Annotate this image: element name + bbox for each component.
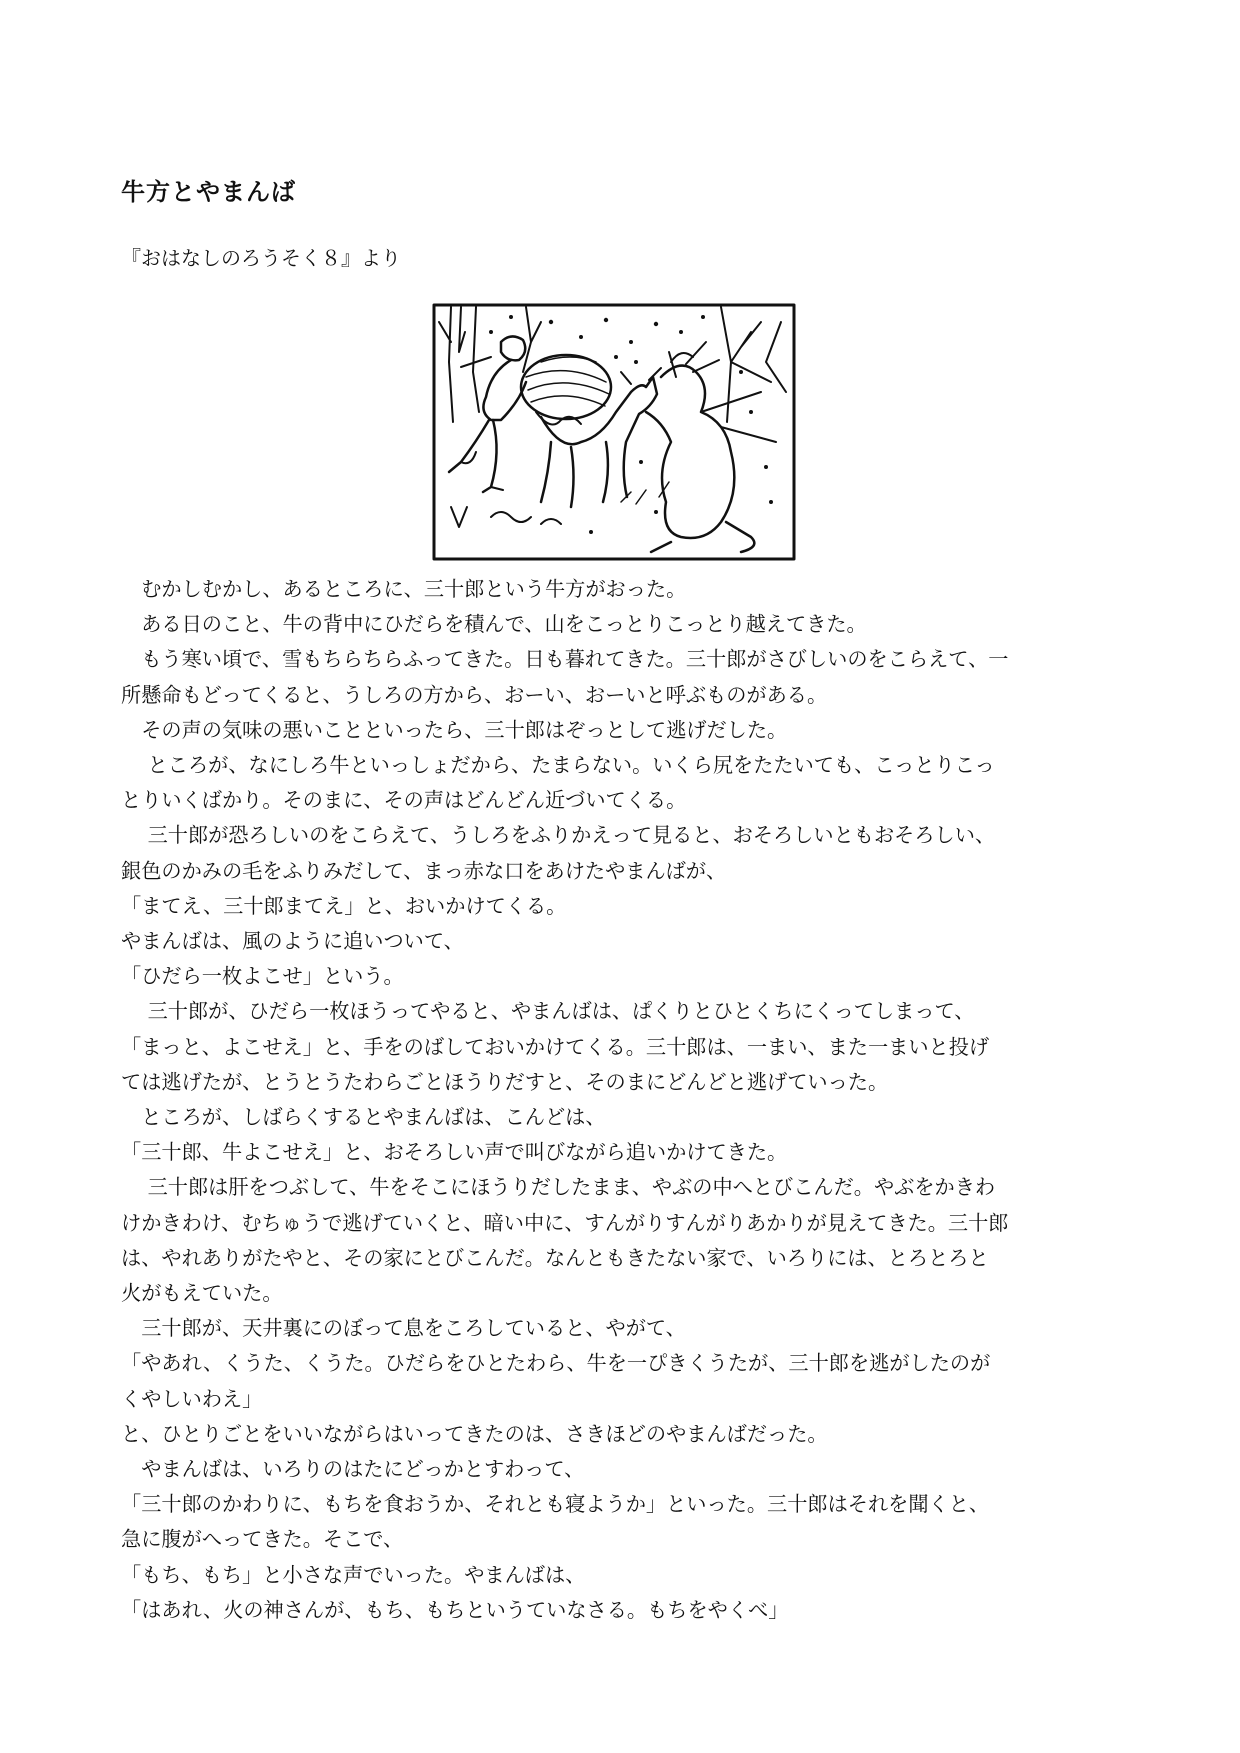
story-line-11: やまんばは、風のように追いついて、 [121, 929, 464, 954]
story-line-25: と、ひとりごとをいいながらはいってきたのは、さきほどのやまんばだった。 [121, 1421, 828, 1446]
source-citation: 『おはなしのろうそく８』より [121, 246, 401, 270]
story-line-19: けかきわけ、むちゅうで逃げていくと、暗い中に、すんがりすんがりあかりが見えてきた。三十郎 [121, 1210, 1009, 1235]
story-line-4: 所懸命もどってくると、うしろの方から、おーい、おーいと呼ぶものがある。 [121, 682, 828, 707]
story-line-18: 三十郎は肝をつぶして、牛をそこにほうりだしたまま、やぶの中へとびこんだ。やぶをかきわ [121, 1175, 996, 1200]
story-line-8: 三十郎が恐ろしいのをこらえて、うしろをふりかえって見ると、おそろしいともおそろしい、 [121, 823, 996, 848]
story-line-7: とりいくばかり。そのまに、その声はどんどん近づいてくる。 [121, 788, 687, 813]
story-line-2: ある日のこと、牛の背中にひだらを積んで、山をこっとりこっとり越えてきた。 [121, 612, 867, 637]
story-line-3: もう寒い頃で、雪もちらちらふってきた。日も暮れてきた。三十郎がさびしいのをこらえて、一 [121, 647, 1009, 672]
story-line-10: 「まてえ、三十郎まてえ」と、おいかけてくる。 [121, 893, 567, 918]
story-line-15: ては逃げたが、とうとうたわらごとほうりだすと、そのまにどんどと逃げていった。 [121, 1069, 889, 1094]
story-line-28: 急に腹がへってきた。そこで、 [121, 1527, 404, 1552]
story-line-5: その声の気味の悪いことといったら、三十郎はぞっとして逃げだした。 [121, 717, 788, 742]
story-line-16: ところが、しばらくするとやまんばは、こんどは、 [121, 1105, 606, 1130]
story-line-13: 三十郎が、ひだら一枚ほうってやると、やまんばは、ぱくりとひとくちにくってしまって、 [121, 999, 975, 1024]
story-text [121, 572, 1121, 1628]
story-line-24: くやしいわえ」 [121, 1386, 263, 1411]
story-line-30: 「はあれ、火の神さんが、もち、もちというていなさる。もちをやくべ」 [121, 1597, 789, 1622]
story-line-21: 火がもえていた。 [121, 1281, 283, 1306]
story-line-20: は、やれありがたやと、その家にとびこんだ。なんともきたない家で、いろりには、とろとろと [121, 1245, 989, 1270]
story-line-29: 「もち、もち」と小さな声でいった。やまんばは、 [121, 1562, 586, 1587]
story-line-27: 「三十郎のかわりに、もちを食おうか、それとも寝ようか」といった。三十郎はそれを聞くと、 [121, 1492, 990, 1517]
story-line-26: やまんばは、いろりのはたにどっかとすわって、 [121, 1457, 585, 1482]
story-line-22: 三十郎が、天井裏にのぼって息をころしていると、やがて、 [121, 1316, 686, 1341]
story-line-12: 「ひだら一枚よこせ」という。 [121, 964, 404, 989]
story-line-14: 「まっと、よこせえ」と、手をのばしておいかけてくる。三十郎は、一まい、また一まいと投げ [121, 1034, 990, 1059]
story-line-1: むかしむかし、あるところに、三十郎という牛方がおった。 [121, 577, 687, 601]
story-line-9: 銀色のかみの毛をふりみだして、まっ赤な口をあけたやまんばが、 [121, 858, 727, 883]
woodcut-illustration-icon [431, 302, 797, 562]
story-line-6: ところが、なにしろ牛といっしょだから、たまらない。いくら尻をたたいても、こっとりこっ [121, 753, 995, 778]
story-line-17: 「三十郎、牛よこせえ」と、おそろしい声で叫びながら追いかけてきた。 [121, 1140, 788, 1165]
page-title: 牛方とやまんば [121, 178, 296, 206]
story-line-23: 「やあれ、くうた、くうた。ひだらをひとたわら、牛を一ぴきくうたが、三十郎を逃がしたのが [121, 1351, 991, 1376]
